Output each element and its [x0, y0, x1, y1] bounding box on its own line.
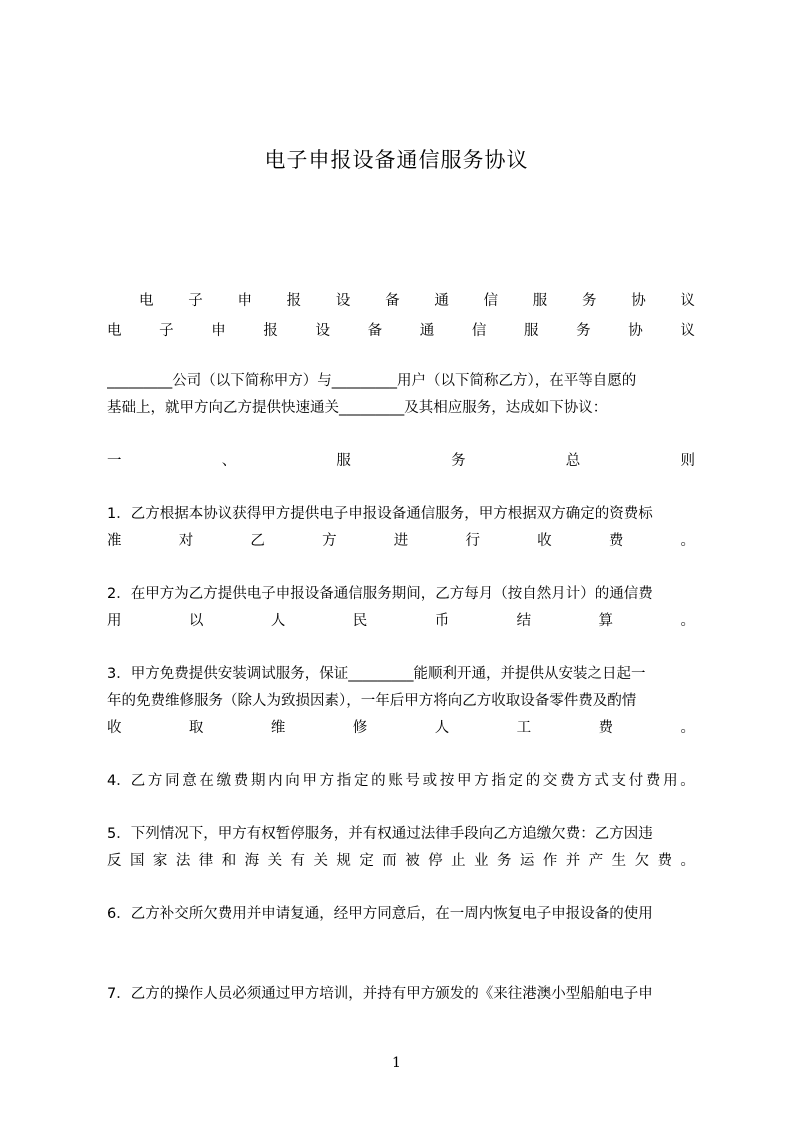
justified-char: 生	[611, 853, 627, 869]
justified-char: 子	[188, 293, 203, 309]
justified-char: 服	[524, 323, 539, 339]
justified-char: 以	[188, 613, 204, 629]
justified-char: 业	[474, 853, 489, 869]
justified-char: 意	[182, 773, 197, 789]
justified-char: 务	[581, 293, 597, 309]
justified-char: 民	[352, 613, 368, 629]
heading-line-2	[107, 320, 695, 342]
justified-char: 费	[233, 773, 249, 789]
justified-char: 交	[542, 773, 558, 789]
justified-char: 甲	[302, 773, 317, 789]
clause-2-line-1: 2．在甲方为乙方提供电子申报设备通信服务期间，乙方每月（按自然月计）的通信费	[107, 586, 653, 602]
justified-char: 费	[657, 853, 672, 869]
justified-char: 国	[129, 853, 145, 869]
justified-char: 。	[680, 853, 695, 869]
justified-char: 对	[178, 533, 194, 549]
justified-char: 。	[680, 773, 695, 789]
justified-char: 费	[645, 773, 661, 789]
clause-1-line-1: 1．乙方根据本协议获得甲方提供电子申报设备通信服务，甲方根据双方确定的资费标	[107, 506, 653, 522]
justified-char: 行	[465, 533, 480, 549]
justified-char: 支	[611, 773, 627, 789]
justified-char: 备	[385, 293, 400, 309]
justified-char: 电	[139, 293, 154, 309]
justified-char: 信	[483, 293, 499, 309]
justified-char: 向	[285, 773, 300, 789]
justified-char: 停	[428, 853, 443, 869]
justified-char: 的	[525, 773, 541, 789]
justified-char: 算	[598, 613, 614, 629]
justified-char: 或	[422, 773, 438, 789]
justified-char: 人	[434, 720, 450, 736]
justified-char: 内	[268, 773, 283, 789]
justified-char: 方	[322, 533, 337, 549]
clause-7-line: 7．乙方的操作人员必须通过甲方培训，并持有甲方颁发的《来往港澳小型船舶电子申	[107, 986, 653, 1002]
clause-3-line-3	[107, 717, 695, 739]
justified-char: 信	[471, 323, 487, 339]
clause-5-line-1: 5．下列情况下，甲方有权暂停服务，并有权通过法律手段向乙方追缴欠费：乙方因违	[107, 826, 653, 842]
justified-char: 账	[388, 773, 403, 789]
heading-line-1	[107, 290, 695, 312]
justified-char: 设	[335, 293, 351, 309]
justified-char: 进	[393, 533, 409, 549]
justified-char: 取	[188, 720, 204, 736]
justified-char: 。	[680, 720, 695, 736]
justified-char: 作	[542, 853, 558, 869]
justified-char: 律	[198, 853, 214, 869]
justified-char: 币	[434, 613, 450, 629]
justified-char: 协	[628, 323, 643, 339]
justified-char: 定	[353, 773, 369, 789]
justified-char: 方	[147, 773, 163, 789]
justified-char: 通	[434, 293, 449, 309]
justified-char: 按	[439, 773, 455, 789]
justified-char: 乙	[250, 533, 265, 549]
justified-char: 反	[107, 853, 122, 869]
justified-char: 人	[270, 613, 286, 629]
justified-char: 报	[263, 323, 278, 339]
justified-char: 服	[532, 293, 548, 309]
justified-char: 关	[267, 853, 283, 869]
justified-char: 付	[628, 773, 644, 789]
justified-char: 务	[576, 323, 591, 339]
justified-char: 一	[107, 453, 122, 469]
justified-char: 方	[319, 773, 335, 789]
justified-char: 有	[290, 853, 305, 869]
justified-char: 指	[336, 773, 352, 789]
justified-char: 子	[159, 323, 174, 339]
justified-char: 定	[508, 773, 524, 789]
clause-3-line-2: 年的免费维修服务（除人为致损因素），一年后甲方将向乙方收取设备零件费及酌情	[107, 693, 637, 709]
justified-char: 4．乙	[107, 773, 146, 789]
clause-5-line-2	[107, 850, 695, 872]
justified-char: 期	[250, 773, 266, 789]
justified-char: 家	[152, 853, 168, 869]
justified-char: 工	[516, 720, 532, 736]
document-title: 电子申报设备通信服务协议	[264, 148, 529, 172]
justified-char: 号	[405, 773, 420, 789]
justified-char: 电	[107, 323, 122, 339]
justified-char: 式	[594, 773, 609, 789]
justified-char: 指	[491, 773, 506, 789]
justified-char: 设	[315, 323, 330, 339]
justified-char: 准	[107, 533, 122, 549]
justified-char: 费	[608, 533, 624, 549]
justified-char: 、	[221, 453, 237, 469]
justified-char: 总	[565, 453, 581, 469]
justified-char: 服	[336, 453, 351, 469]
justified-char: 方	[577, 773, 592, 789]
justified-char: 欠	[634, 853, 650, 869]
justified-char: 并	[565, 853, 581, 869]
clause-3-line-1: 3．甲方免费提供安装调试服务，保证_________能顺利开通，并提供从安装之日起一	[107, 666, 646, 682]
justified-char: 务	[496, 853, 512, 869]
justified-char: 备	[367, 323, 383, 339]
justified-char: 费	[560, 773, 575, 789]
justified-char: 方	[474, 773, 489, 789]
justified-char: 法	[175, 853, 191, 869]
clause-1-line-2	[107, 530, 695, 552]
justified-char: 产	[588, 853, 604, 869]
justified-char: 务	[451, 453, 466, 469]
justified-char: 关	[313, 853, 328, 869]
justified-char: 修	[352, 720, 368, 736]
justified-char: 维	[270, 720, 286, 736]
justified-char: 收	[537, 533, 552, 549]
justified-char: 而	[382, 853, 397, 869]
justified-char: 定	[359, 853, 374, 869]
justified-char: 议	[680, 293, 695, 309]
justified-char: 。	[680, 533, 695, 549]
paragraph-line: 基础上，就甲方向乙方提供快速通关_________及其相应服务，达成如下协议：	[107, 400, 608, 416]
justified-char: 议	[680, 323, 695, 339]
justified-char: 费	[598, 720, 614, 736]
justified-char: 收	[107, 720, 122, 736]
justified-char: 运	[519, 853, 535, 869]
justified-char: 在	[199, 773, 214, 789]
justified-char: 。	[680, 613, 695, 629]
justified-char: 止	[451, 853, 466, 869]
justified-char: 的	[371, 773, 386, 789]
justified-char: 被	[405, 853, 420, 869]
justified-char: 缴	[216, 773, 232, 789]
justified-char: 申	[211, 323, 226, 339]
justified-char: 通	[419, 323, 435, 339]
justified-char: 用	[663, 773, 678, 789]
justified-char: 结	[516, 613, 532, 629]
justified-char: 甲	[457, 773, 472, 789]
justified-char: 报	[286, 293, 302, 309]
justified-char: 用	[107, 613, 122, 629]
justified-char: 规	[336, 853, 351, 869]
clause-4-line	[107, 770, 695, 792]
justified-char: 同	[165, 773, 180, 789]
justified-char: 海	[244, 853, 260, 869]
page-number: 1	[392, 1055, 401, 1071]
clause-2-line-2	[107, 610, 695, 632]
paragraph-line: _________公司（以下简称甲方）与_________用户（以下简称乙方），在平等自愿的	[107, 373, 637, 389]
clause-6-line: 6．乙方补交所欠费用并申请复通，经甲方同意后，在一周内恢复电子申报设备的使用	[107, 906, 653, 922]
justified-char: 协	[631, 293, 646, 309]
justified-char: 申	[237, 293, 252, 309]
justified-char: 和	[221, 853, 237, 869]
section-heading	[107, 450, 695, 472]
justified-char: 则	[680, 453, 695, 469]
